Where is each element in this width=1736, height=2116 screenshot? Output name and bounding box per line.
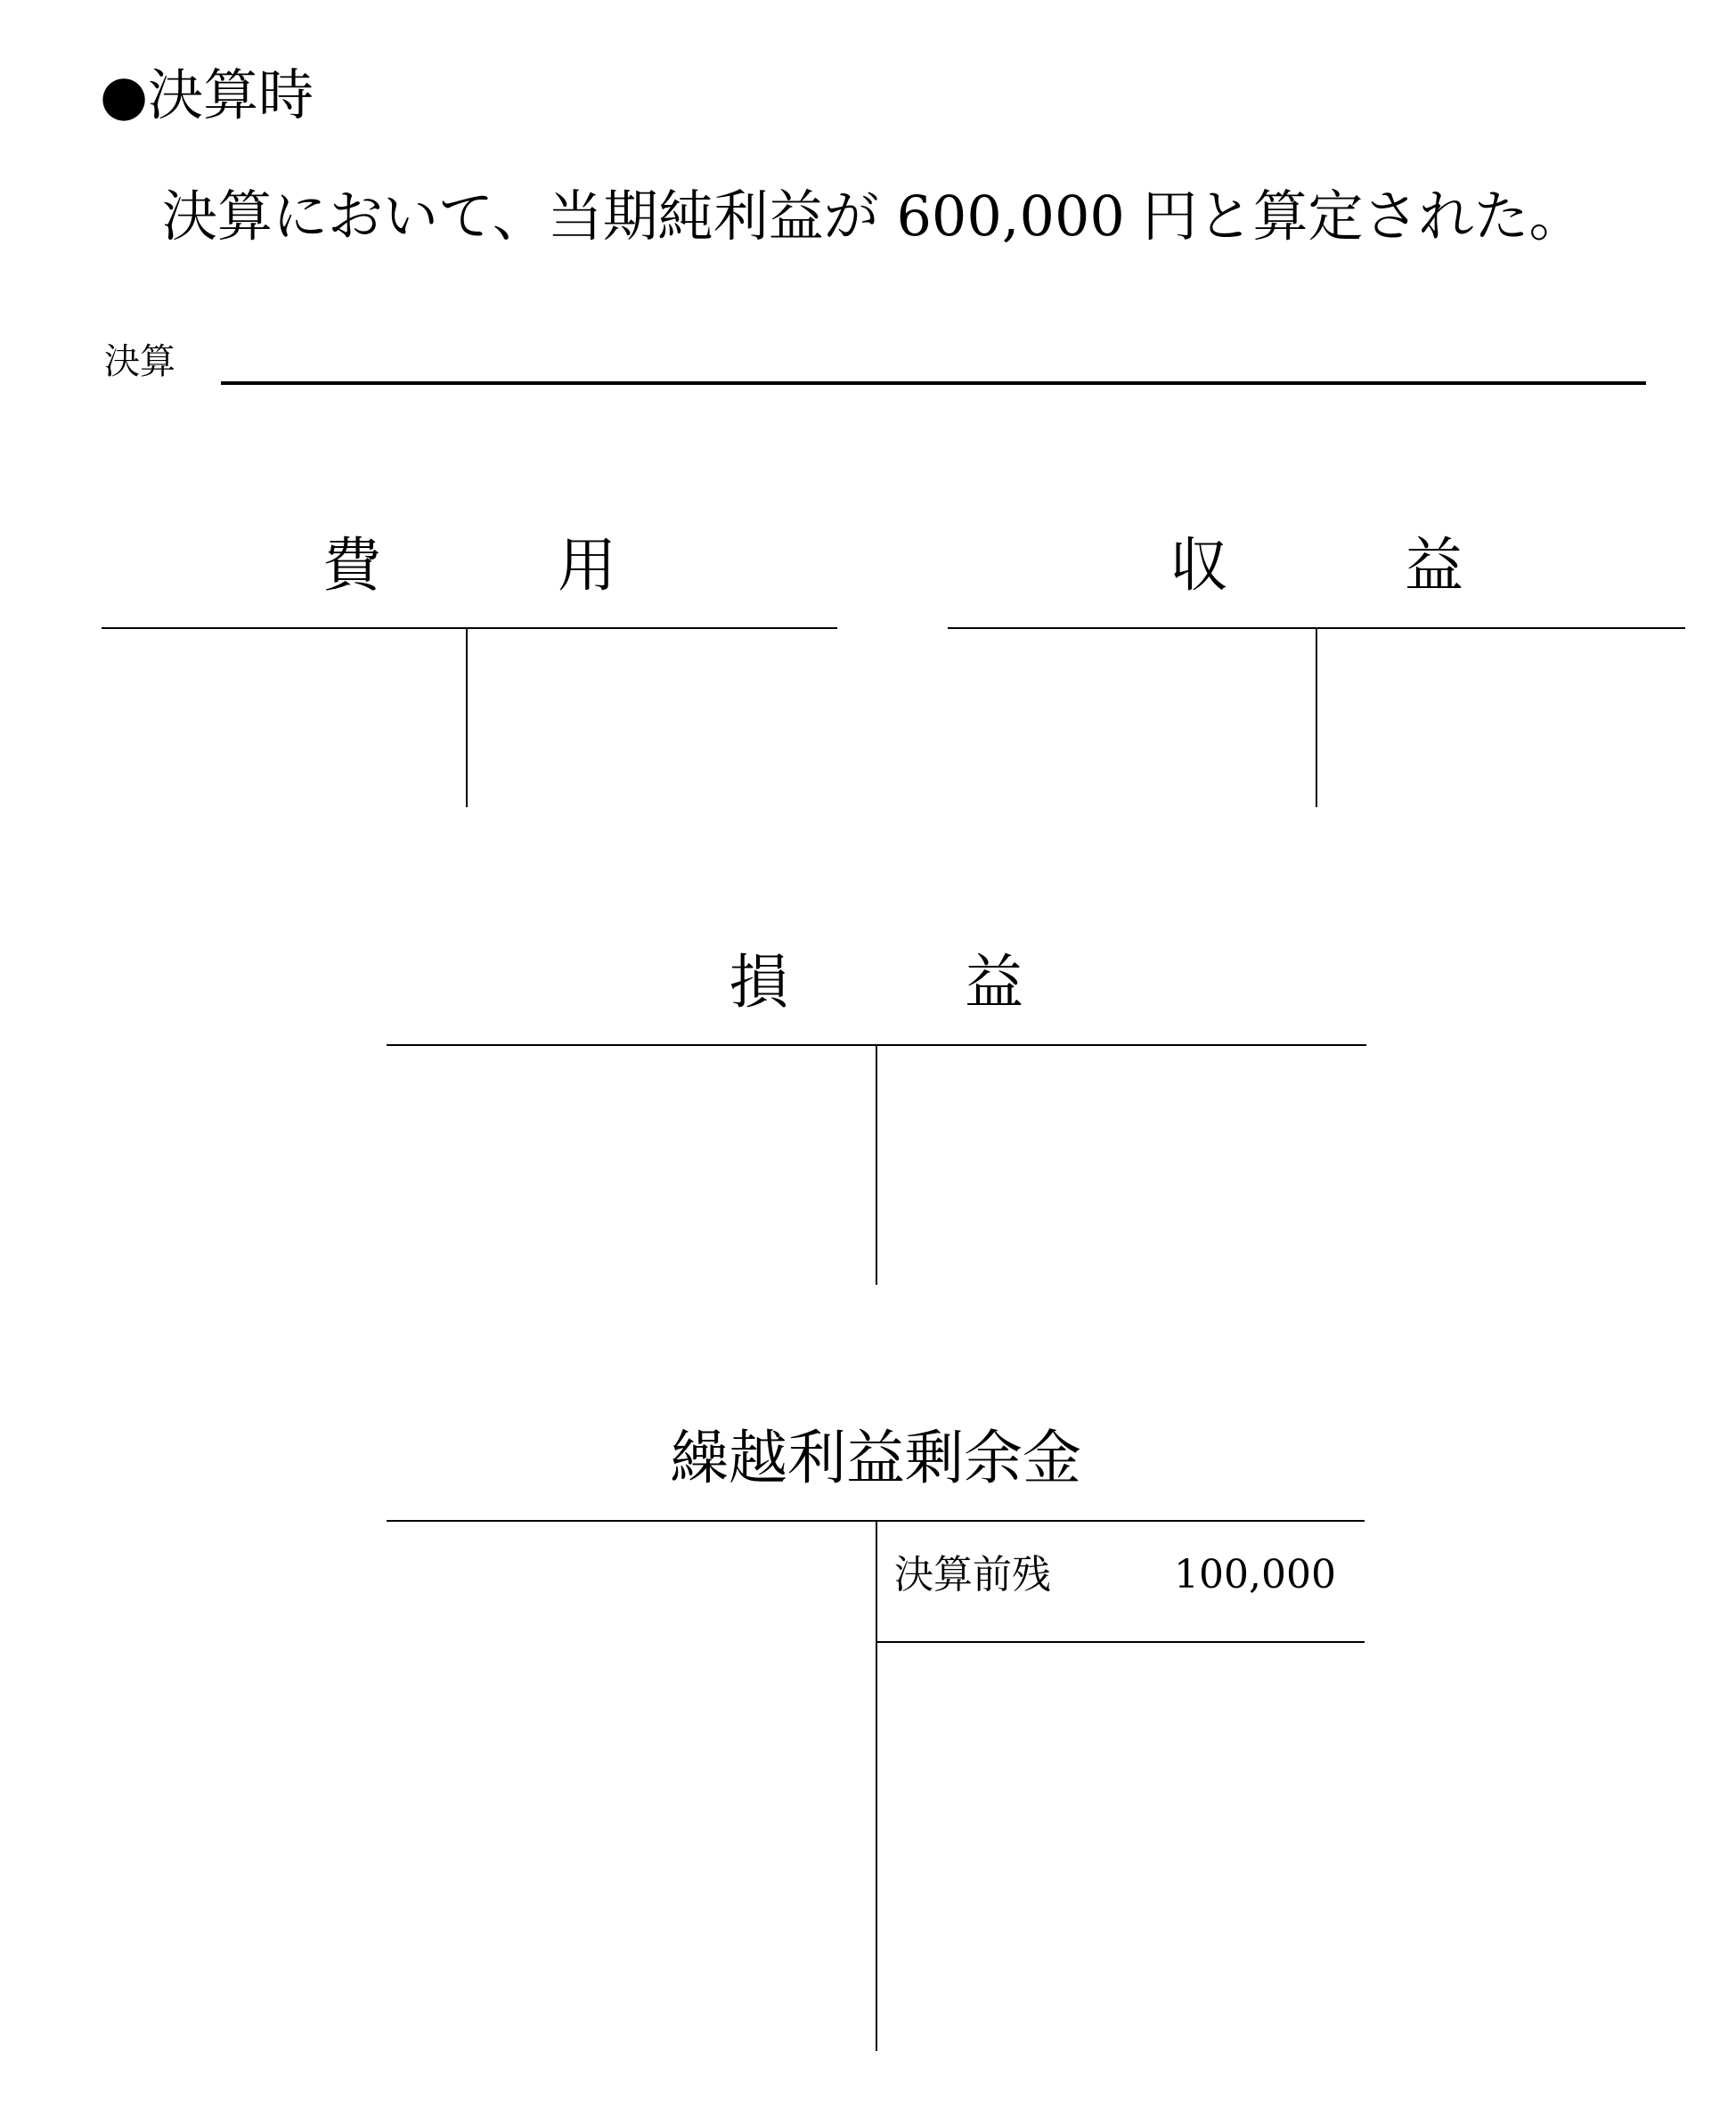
journal-entry-label: 決算 (104, 341, 175, 382)
t-account-expense (102, 526, 837, 807)
t-account-title: 繰越利益剰余金 (670, 1424, 1081, 1492)
balance-before-closing-amount: 100,000 (1174, 1552, 1336, 1597)
t-account-center-rule (876, 1520, 877, 2051)
t-account-title: 収 益 (1170, 531, 1463, 600)
debit-side[interactable] (387, 1524, 872, 2049)
t-account-center-rule (1316, 627, 1317, 807)
t-account-income-summary (387, 943, 1366, 1285)
credit-side[interactable] (880, 1048, 1365, 1283)
problem-statement: 決算において、当期純利益が 600,000 円と算定された。 (162, 184, 1585, 249)
journal-entry-answer-line[interactable] (221, 381, 1646, 385)
section-heading: ●決算時 (100, 62, 314, 127)
balance-before-closing-label: 決算前残 (894, 1552, 1051, 1597)
credit-side[interactable] (880, 1645, 1363, 2049)
credit-entry-rule (876, 1641, 1365, 1643)
t-account-center-rule (466, 627, 468, 807)
credit-side[interactable] (1320, 631, 1683, 805)
t-account-retained-earnings (387, 1418, 1365, 2051)
t-account-top-rule (102, 627, 837, 629)
t-account-revenue (948, 526, 1685, 807)
debit-side[interactable] (387, 1048, 872, 1283)
t-account-title: 費 用 (322, 531, 616, 600)
t-account-center-rule (876, 1044, 877, 1285)
debit-side[interactable] (948, 631, 1312, 805)
t-account-title: 損 益 (729, 948, 1023, 1017)
debit-side[interactable] (102, 631, 462, 805)
credit-side[interactable] (470, 631, 835, 805)
